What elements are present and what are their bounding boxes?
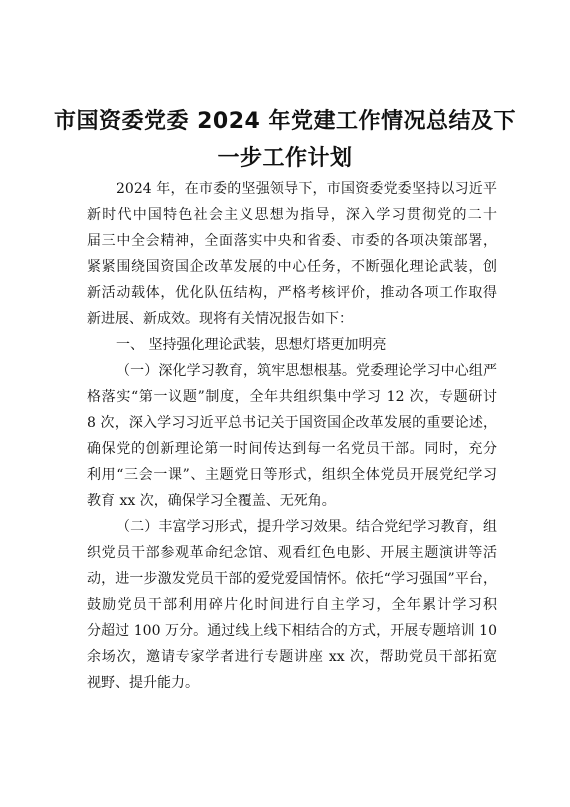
document-title-line-1: 市国资委党委 2024 年党建工作情况总结及下 [53,109,517,134]
paragraph-line: 新时代中国特色社会主义思想为指导，深入学习贯彻党的二十 [87,207,497,223]
paragraph-line: 确保党的创新理论第一时间传达到每一名党员干部。同时，充分 [87,441,497,457]
paragraph-line: 2024 年，在市委的坚强领导下，市国资委党委坚持以习近平 [116,181,497,197]
paragraph-line: 利用“三会一课”、主题党日等形式，组织全体党员开展党纪学习 [87,467,497,483]
paragraph-line: 8 次，深入学习习近平总书记关于国资国企改革发展的重要论述， [87,415,497,431]
paragraph-line: 动，进一步激发党员干部的爱党爱国情怀。依托“学习强国”平台， [87,571,497,587]
paragraph-line: 视野、提升能力。 [87,675,199,691]
paragraph-line: 格落实“第一议题”制度，全年共组织集中学习 12 次，专题研讨 [87,389,497,405]
paragraph-line: （一）深化学习教育，筑牢思想根基。党委理论学习中心组严 [116,363,497,379]
section-heading: 一、 坚持强化理论武装，思想灯塔更加明亮 [116,337,387,353]
paragraph-line: 教育 xx 次，确保学习全覆盖、无死角。 [87,493,336,509]
paragraph-line: 织党员干部参观革命纪念馆、观看红色电影、开展主题演讲等活 [87,545,497,561]
document-title-line-2: 一步工作计划 [217,146,353,171]
paragraph-line: 分超过 100 万分。通过线上线下相结合的方式，开展专题培训 10 [87,623,497,639]
paragraph-line: （二）丰富学习形式，提升学习效果。结合党纪学习教育，组 [116,519,497,535]
paragraph-line: 余场次，邀请专家学者进行专题讲座 xx 次，帮助党员干部拓宽 [87,649,497,665]
paragraph-line: 届三中全会精神，全面落实中央和省委、市委的各项决策部署， [87,233,497,249]
paragraph-line: 鼓励党员干部利用碎片化时间进行自主学习，全年累计学习积 [87,597,497,613]
paragraph-line: 紧紧围绕国资国企改革发展的中心任务，不断强化理论武装，创 [87,259,497,275]
paragraph-line: 新活动载体，优化队伍结构，严格考核评价，推动各项工作取得 [87,285,497,301]
paragraph-line: 新进展、新成效。现将有关情况报告如下： [87,311,353,327]
